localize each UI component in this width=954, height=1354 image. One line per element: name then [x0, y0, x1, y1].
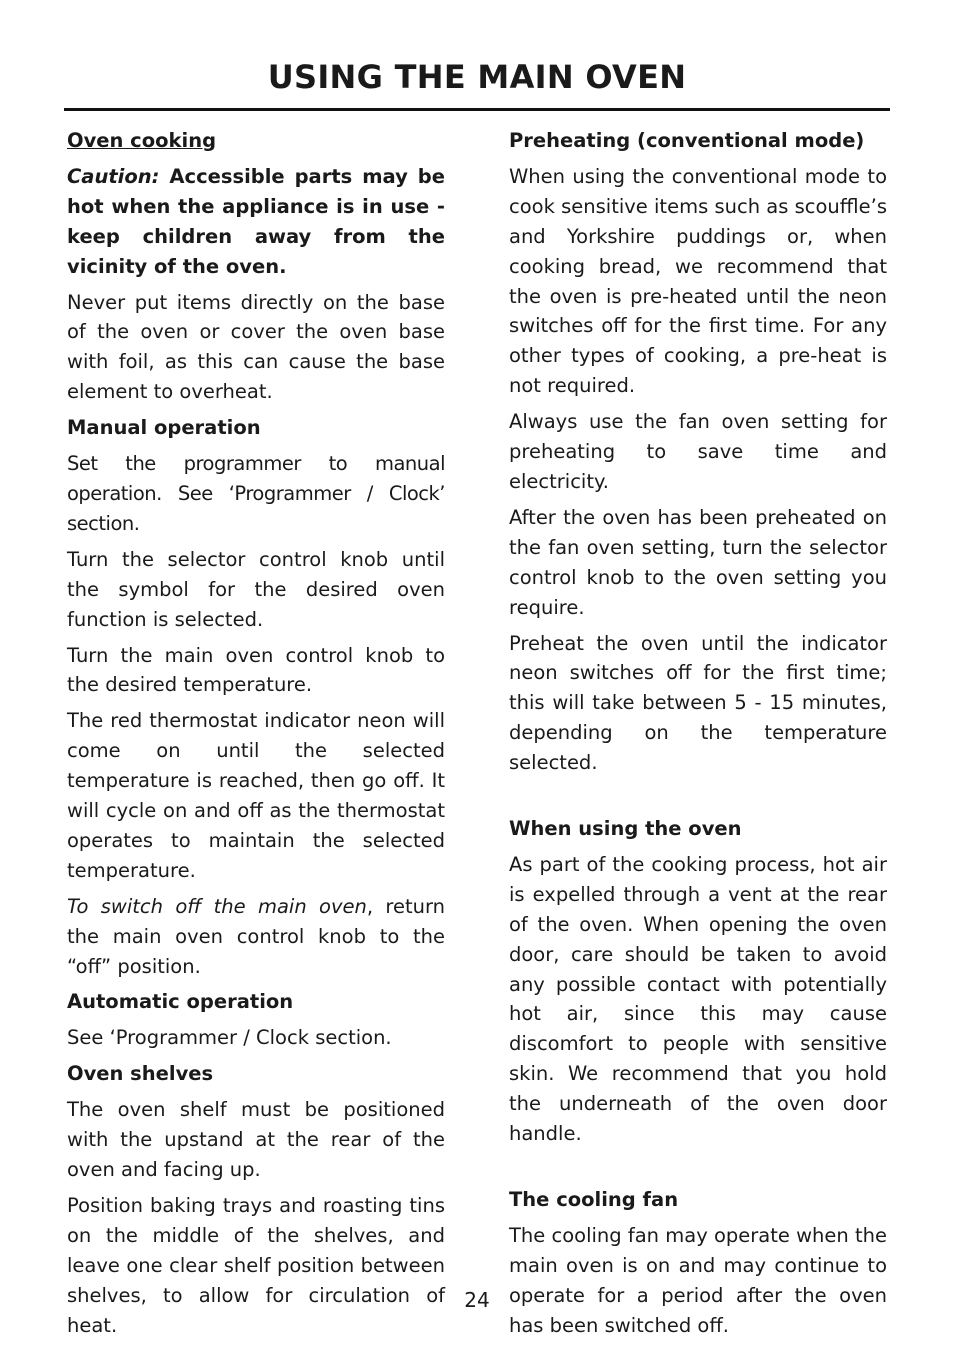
trays-paragraph: Position baking trays and roasting tins on the middle of the shelves, and leave one clear shelf position between shelves, to allow for circulation of heat.: [67, 1193, 445, 1337]
switch-off-lead: To switch off the main oven: [67, 894, 367, 918]
preheating-heading: Preheating (conventional mode): [509, 129, 865, 152]
page-title: USING THE MAIN OVEN: [267, 58, 687, 96]
cooling-fan-paragraph: The cooling fan may operate when the main oven is on and may continue to operate for a period after the oven has been switched off.: [509, 1223, 887, 1337]
page-number: 24: [464, 1288, 490, 1312]
conventional-paragraph: When using the conventional mode to cook sensitive items such as scouffle’s and Yorkshire puddings or, when cooking bread, we recommend that the oven is pre-heated until the neon switches off for the first time. For any other types of cooking, a pre-heat is not required.: [509, 164, 887, 398]
switch-off-paragraph: [67, 892, 445, 982]
right-column: [509, 126, 887, 1347]
cooling-fan-heading: The cooling fan: [509, 1188, 679, 1211]
oven-cooking-heading: Oven cooking: [67, 129, 217, 152]
main-knob-paragraph: Turn the main oven control knob to the desired temperature.: [67, 643, 445, 697]
caution-label: Caution:: [67, 164, 160, 188]
shelf-paragraph: The oven shelf must be positioned with the upstand at the rear of the oven and facing up.: [67, 1098, 445, 1181]
selector-paragraph: Turn the selector control knob until the symbol for the desired oven function is selected.: [67, 547, 445, 631]
automatic-operation-heading: Automatic operation: [67, 990, 294, 1014]
manual-operation-heading: Manual operation: [67, 416, 261, 440]
hot-air-paragraph: As part of the cooking process, hot air is expelled through a vent at the rear of the oven. When opening the oven door, care should be taken to avoid any possible contact with potentially hot air, since this may cause discomfort to people with sensitive skin. We recommend that you hold the underneath of the oven door handle.: [509, 852, 887, 1146]
switch-off-rest: , return the main oven control knob to the “off” position.: [67, 894, 445, 978]
oven-shelves-heading: Oven shelves: [67, 1062, 214, 1086]
base-warning-paragraph: Never put items directly on the base of the oven or cover the oven base with foil, as this can cause the base element to overheat.: [67, 290, 445, 404]
caution-paragraph: [67, 162, 445, 282]
title-divider: [64, 108, 890, 111]
after-preheat-paragraph: After the oven has been preheated on the fan oven setting, turn the selector control knob to the oven setting you require.: [509, 505, 887, 619]
section-spacer: [509, 1155, 887, 1185]
fan-setting-paragraph: Always use the fan oven setting for preheating to save time and electricity.: [509, 410, 887, 493]
preheat-duration-paragraph: Preheat the oven until the indicator neon switches off for the first time; this will take between 5 - 15 minutes, depending on the temperature selected.: [509, 631, 887, 775]
section-spacer: [509, 784, 887, 814]
programmer-paragraph: Set the programmer to manual operation. See ‘Programmer / Clock’ section.: [67, 452, 445, 535]
automatic-paragraph: See ‘Programmer / Clock section.: [67, 1026, 392, 1050]
left-column: [67, 126, 445, 1346]
when-using-heading: When using the oven: [509, 817, 742, 841]
caution-text: Accessible parts may be hot when the appliance is in use - keep children away from the vicinity of the oven.: [67, 164, 445, 278]
neon-paragraph: The red thermostat indicator neon will come on until the selected temperature is reached, then go off. It will cycle on and off as the thermostat operates to maintain the selected temperature.: [67, 709, 445, 882]
